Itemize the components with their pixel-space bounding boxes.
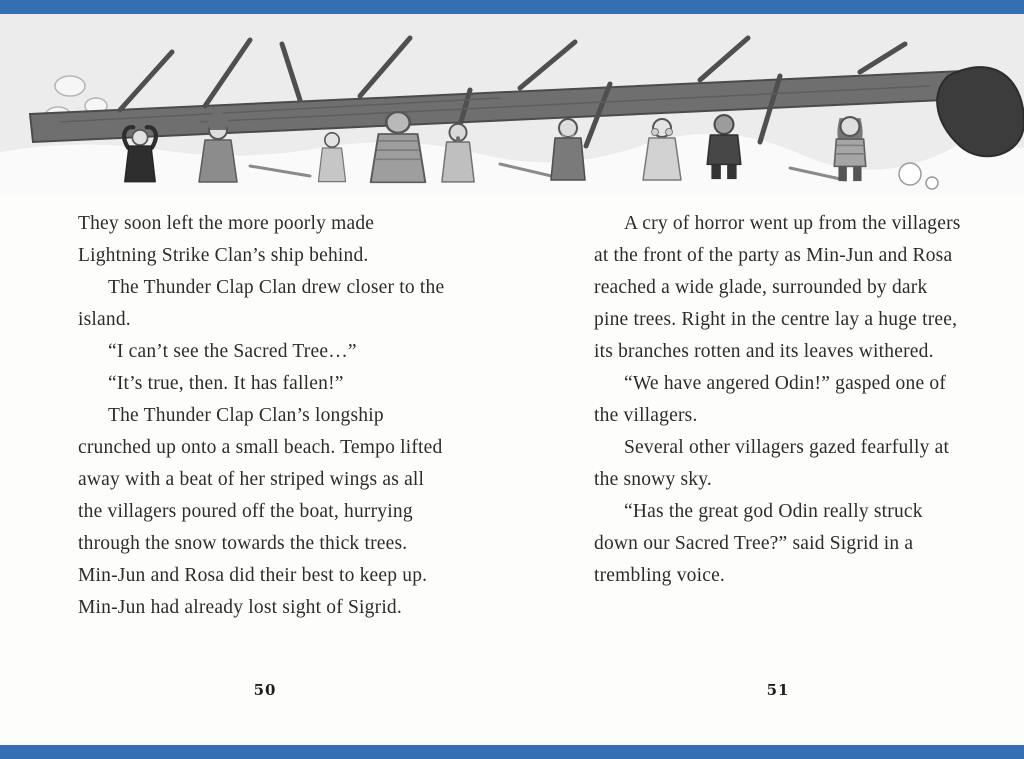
story-paragraph: The Thunder Clap Clan’s longship crunched up onto a small beach. Tempo lifted away with a beat of her striped wings as all the villagers poured off the boat, hurrying through the snow towards the thick trees. Min-Jun and Rosa did their best to keep up. Min-Jun had already lost sight of Sigrid. [78,405,443,618]
page-number-left: 50 [253,681,277,699]
story-paragraph: “I can’t see the Sacred Tree…” [108,341,357,362]
story-paragraph: Several other villagers gazed fearfully at the snowy sky. [594,437,950,490]
story-paragraph: “Has the great god Odin really struck down our Sacred Tree?” said Sigrid in a trembling voice. [594,501,923,586]
page-right [512,196,1024,745]
story-paragraph: A cry of horror went up from the villagers at the front of the party as Min-Jun and Rosa reached a wide glade, surrounded by dark pine trees. Right in the centre lay a huge tree, its branches rotten and its leaves withered. [594,213,961,362]
story-illustration [0,14,1024,196]
story-paragraph: They soon left the more poorly made Lightning Strike Clan’s ship behind. [78,213,375,266]
story-paragraph: “We have angered Odin!” gasped one of the villagers. [594,373,947,426]
top-border-bar [0,0,1024,14]
story-paragraph: “It’s true, then. It has fallen!” [108,373,344,394]
bottom-border-bar [0,745,1024,759]
text-pages [0,196,1024,745]
page-left [0,196,512,745]
page-number-right: 51 [766,681,790,699]
story-paragraph: The Thunder Clap Clan drew closer to the island. [78,277,445,330]
